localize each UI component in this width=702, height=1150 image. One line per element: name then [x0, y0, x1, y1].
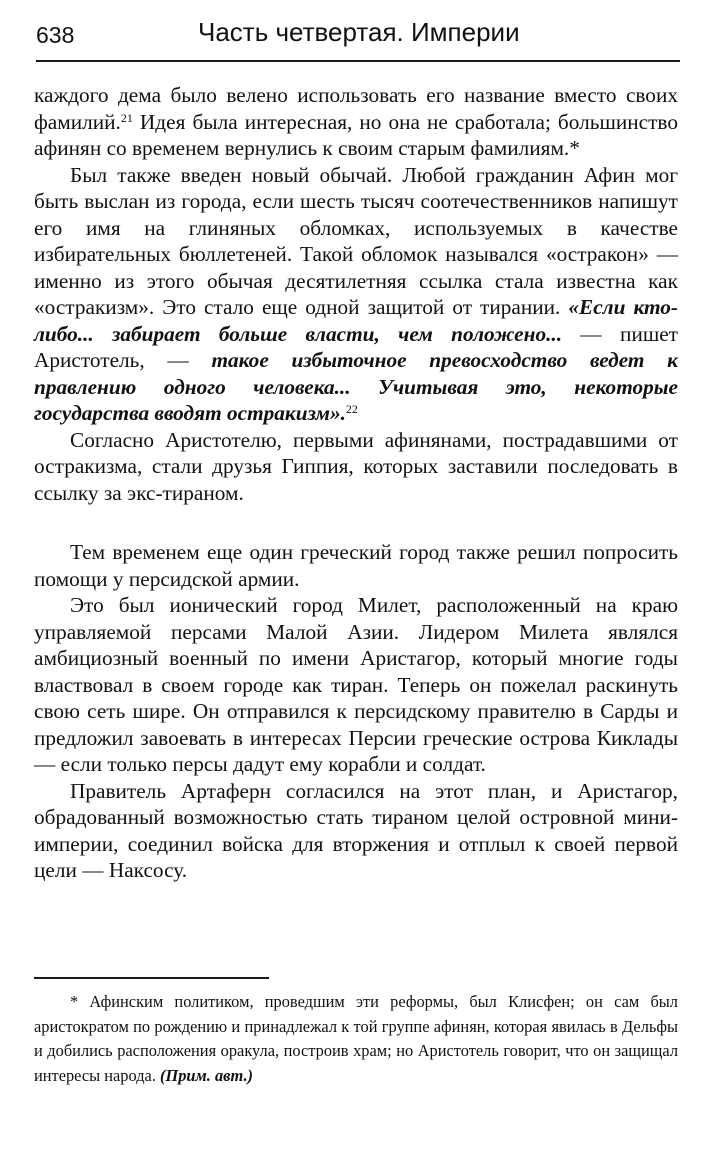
paragraph-1-rest: Идея была интересная, но она не сработала; большинство афинян со временем вернулись к своим старым фамилиям.*	[34, 109, 678, 160]
body-text	[34, 82, 678, 884]
footnote	[34, 990, 678, 1088]
paragraph-6: Правитель Артаферн согласился на этот план, и Аристагор, обрадованный возможностью стать тираном целой островной мини-империи, соединил войска для вторжения и отплыл к своей первой цели — Наксосу.	[34, 778, 678, 882]
aristotle-quote-2: такое избыточное превосходство ведет к правлению одного человека... Учитывая это, некоторые государства вводят остракизм».	[34, 348, 678, 425]
paragraph-1	[34, 82, 678, 162]
paragraph-4: Тем временем еще один греческий город также решил попросить помощи у персидской армии.	[34, 540, 678, 591]
paragraph-2	[34, 162, 678, 427]
header-rule	[36, 60, 680, 62]
page-header	[36, 12, 680, 56]
paragraph-5: Это был ионический город Милет, расположенный на краю управляемой персами Малой Азии. Лидером Милета являлся амбициозный военный по имени Аристагор, который многие годы властвовал в своем городе как тиран. Теперь он пожелал раскинуть свою сеть шире. Он отправился к персидскому правителю в Сарды и предложил завоевать в интересах Персии греческие острова Киклады — если только персы дадут ему корабли и солдат.	[34, 593, 678, 776]
page-number: 638	[36, 22, 75, 48]
paragraph-1-text: каждого дема было велено использовать его название вместо своих фамилий.	[34, 83, 678, 134]
footnote-ref-21: 21	[120, 110, 133, 125]
footnote-ref-22: 22	[345, 402, 358, 416]
paragraph-2-text: Был также введен новый обычай. Любой гражданин Афин мог быть выслан из города, если шесть тысяч соотечественников напишут его имя на глиняных обломках, используемых в качестве избирательных бюллетеней. Такой обломок назывался «остракон» — именно из этого обычая десятилетняя ссылка стала известна как «остракизм». Это стало еще одной защитой от тирании.	[34, 162, 678, 319]
paragraph-3: Согласно Аристотелю, первыми афинянами, пострадавшими от остракизма, стали друзья Гиппия, которых заставили последовать в ссылку за экс-тираном.	[34, 427, 678, 505]
footnote-text: * Афинским политиком, проведшим эти реформы, был Клисфен; он сам был аристократом по рождению и принадлежал к той группе афинян, которая явилась в Дельфы и добились расположения оракула, построив храм; но Аристотель говорит, что он защищал интересы народа.	[34, 992, 678, 1085]
footnote-rule	[34, 977, 269, 979]
footnote-author-tag: (Прим. авт.)	[160, 1065, 253, 1085]
paragraph-2-mid: — пишет Аристотель, —	[34, 321, 678, 372]
running-head: Часть четвертая. Империи	[198, 17, 520, 47]
aristotle-quote-1: «Если кто-либо... забирает больше власти, чем положено...	[34, 295, 678, 346]
